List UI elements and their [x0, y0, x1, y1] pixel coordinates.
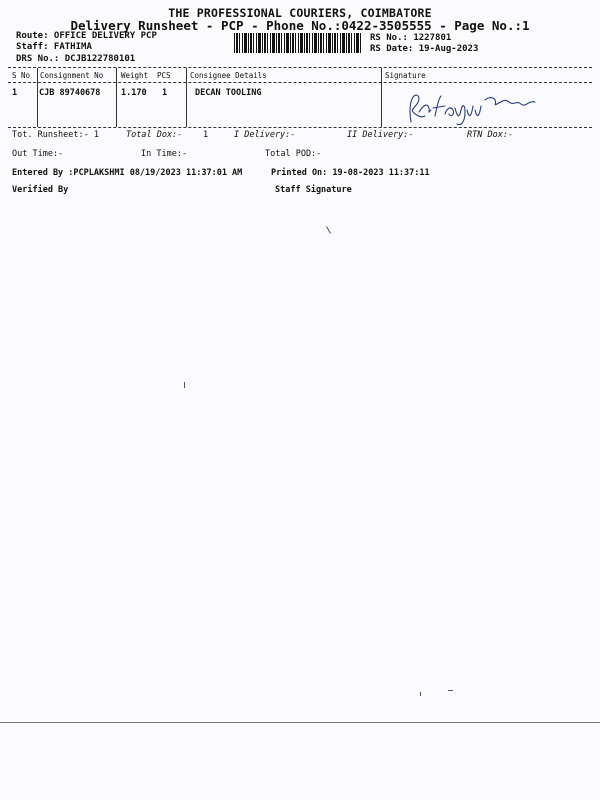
printed-on: Printed On: 19-08-2023 11:37:11 — [271, 168, 430, 178]
company-title: THE PROFESSIONAL COURIERS, COIMBATORE — [168, 6, 432, 20]
i-delivery: I Delivery:- — [234, 130, 296, 140]
table-header-rule — [8, 82, 592, 83]
row-consignment: CJB 89740678 — [39, 88, 101, 98]
table-top-rule — [8, 67, 592, 68]
handwritten-signature — [405, 88, 555, 128]
verified-by: Verified By — [12, 185, 69, 195]
rtn-dox: RTN Dox:- — [467, 130, 514, 140]
row-pcs: 1 — [162, 88, 168, 98]
row-weight: 1.170 — [121, 88, 147, 98]
col-consignment: Consignment No — [40, 71, 104, 80]
staff-label: Staff: FATHIMA — [16, 42, 92, 52]
row-consignee: DECAN TOOLING — [195, 88, 262, 98]
page-bottom-edge — [0, 722, 600, 723]
runsheet-subtitle: Delivery Runsheet - PCP - Phone No.:0422-3505555 - Page No.:1 — [70, 18, 530, 33]
route-label: Route: OFFICE DELIVERY PCP — [16, 31, 157, 41]
col-weight: Weight — [121, 71, 149, 80]
in-time: In Time:- — [141, 149, 188, 159]
total-dox-label: Total Dox:- — [126, 130, 183, 140]
rs-number: RS No.: 1227801 — [370, 33, 452, 43]
rs-date: RS Date: 19-Aug-2023 — [370, 44, 479, 54]
col-sno: S No — [12, 71, 31, 80]
drs-number: DRS No.: DCJB122780101 — [16, 54, 136, 64]
row-sno: 1 — [12, 88, 18, 98]
out-time: Out Time:- — [12, 149, 64, 159]
staff-signature: Staff Signature — [275, 185, 352, 195]
tot-runsheet: Tot. Runsheet:- 1 — [12, 130, 99, 140]
barcode-icon — [234, 33, 362, 53]
total-pod: Total POD:- — [265, 149, 322, 159]
total-dox-value: 1 — [203, 130, 209, 140]
col-consignee: Consignee Details — [190, 71, 267, 80]
col-signature: Signature — [385, 71, 426, 80]
ii-delivery: II Delivery:- — [347, 130, 414, 140]
entered-by: Entered By :PCPLAKSHMI 08/19/2023 11:37:01 AM — [12, 168, 243, 178]
col-pcs: PCS — [157, 71, 171, 80]
